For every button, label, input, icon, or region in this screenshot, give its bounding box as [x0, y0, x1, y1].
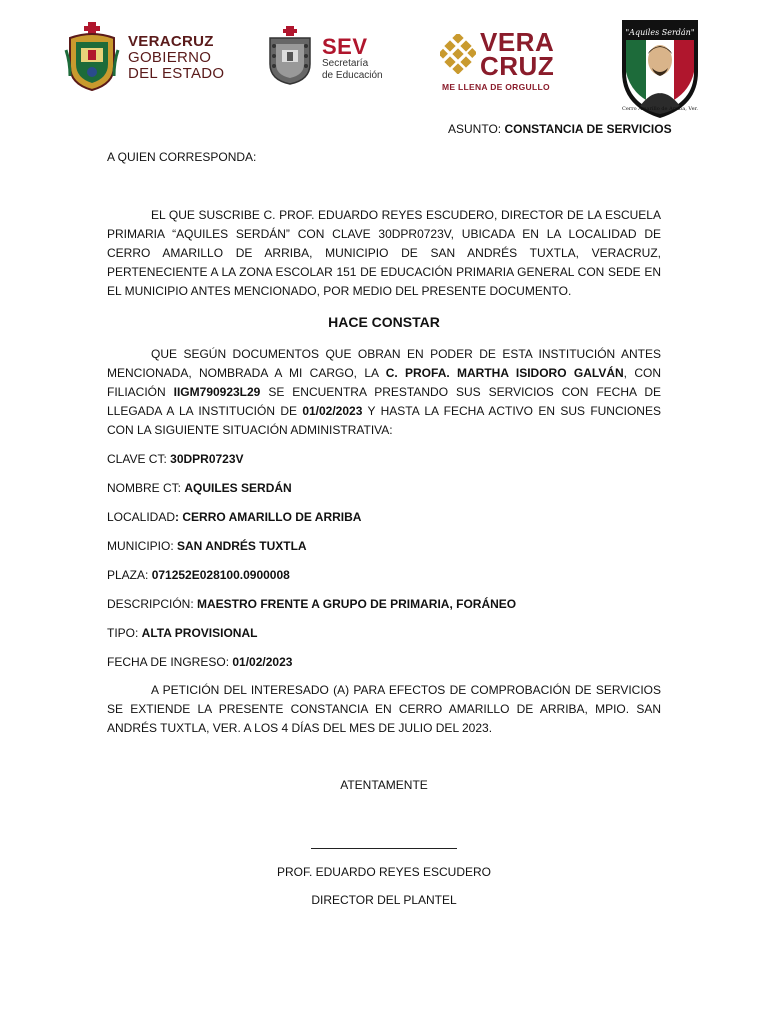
veracruz-knot-icon	[440, 34, 476, 74]
sev-logo	[266, 26, 396, 88]
field-label: TIPO:	[107, 626, 142, 640]
field-value: 071252E028100.0900008	[151, 568, 290, 582]
field-value: 30DPR0723V	[170, 452, 244, 466]
field-label: MUNICIPIO:	[107, 539, 178, 553]
logo-line-2: GOBIERNO	[128, 49, 212, 66]
field-value: ALTA PROVISIONAL	[141, 626, 258, 640]
field-value: SAN ANDRÉS TUXTLA	[177, 539, 307, 553]
constancy-text-3: SE ENCUENTRA PRESTANDO SUS SERVICIOS CON FECHA DE LLEGADA A LA INSTITUCIÓN DE	[107, 385, 661, 418]
veracruz-gobierno-logo	[64, 22, 234, 94]
field-label: NOMBRE CT:	[107, 481, 185, 495]
arrival-date: 01/02/2023	[302, 404, 363, 418]
field-descripcion	[107, 595, 516, 614]
employee-filiation: IIGM790923L29	[173, 385, 261, 399]
field-municipio	[107, 537, 307, 556]
field-tipo	[107, 624, 257, 643]
field-value: MAESTRO FRENTE A GRUPO DE PRIMARIA, FORÁNEO	[197, 597, 517, 611]
sev-wordmark	[322, 36, 383, 82]
field-label: FECHA DE INGRESO:	[107, 655, 233, 669]
veracruz-gobierno-wordmark	[128, 34, 224, 82]
intro-paragraph	[107, 206, 661, 301]
atentamente-label: ATENTAMENTE	[340, 778, 428, 792]
field-value: AQUILES SERDÁN	[184, 481, 292, 495]
signatory-name: PROF. EDUARDO REYES ESCUDERO	[276, 865, 492, 879]
signature-line	[0, 838, 768, 852]
veracruz-brand-logo	[440, 27, 555, 96]
closing-paragraph	[107, 681, 661, 738]
school-emblem-top-text: "Aquiles Serdán"	[625, 28, 695, 37]
veracruz-tagline: ME LLENA DE ORGULLO	[442, 82, 550, 92]
sev-line-2: de Educación	[322, 70, 383, 81]
intro-paragraph-text: EL QUE SUSCRIBE C. PROF. EDUARDO REYES ESCUDERO, DIRECTOR DE LA ESCUELA PRIMARIA “AQUILES SERDÁN” CON CLAVE 30DPR0723V, UBICADA EN LA LOCALIDAD DE CERRO AMARILLO DE ARRIBA, MUNICIPIO DE SAN ANDRÉS TUXTLA, VERACRUZ, PERTENECIENTE A LA ZONA ESCOLAR 151 DE EDUCACIÓN PRIMARIA GENERAL CON SEDE EN EL MUNICIPIO ANTES MENCIONADO, POR MEDIO DEL PRESENTE DOCUMENTO.	[107, 208, 661, 298]
veracruz-wordmark	[480, 27, 555, 81]
subject-label: ASUNTO:	[448, 122, 505, 136]
greeting: A QUIEN CORRESPONDA:	[107, 150, 257, 164]
field-clave-ct	[107, 450, 244, 469]
constancy-text-4: Y HASTA LA FECHA ACTIVO EN SUS FUNCIONES CON LA SIGUIENTE SITUACIÓN ADMINISTRATIVA:	[107, 404, 661, 437]
sev-seal-icon	[266, 26, 314, 86]
cruz-word: CRUZ	[480, 51, 555, 81]
logo-line-1: VERACRUZ	[128, 33, 214, 50]
vera-word: VERA	[480, 27, 555, 57]
field-nombre-ct	[107, 479, 292, 498]
constancy-text-1: QUE SEGÚN DOCUMENTOS QUE OBRAN EN PODER DE ESTA INSTITUCIÓN ANTES MENCIONADA, NOMBRADA A MI CARGO, LA	[107, 347, 661, 380]
field-label: DESCRIPCIÓN:	[107, 597, 198, 611]
field-label: LOCALIDAD	[107, 510, 176, 524]
closing-paragraph-text: A PETICIÓN DEL INTERESADO (A) PARA EFECTOS DE COMPROBACIÓN DE SERVICIOS SE EXTIENDE LA PRESENTE CONSTANCIA EN CERRO AMARILLO DE ARRIBA, MPIO. SAN ANDRÉS TUXTLA, VER. A LOS 4 DÍAS DEL MES DE JULIO DEL 2023.	[107, 683, 661, 735]
field-plaza	[107, 566, 290, 585]
field-value: 01/02/2023	[232, 655, 293, 669]
subject-line	[448, 120, 672, 139]
field-value: : CERRO AMARILLO DE ARRIBA	[175, 510, 362, 524]
school-emblem-ring-text: Cerro Amarillo de Arriba, Ver.	[622, 106, 698, 112]
document-heading: HACE CONSTAR	[328, 314, 440, 330]
field-fecha-ingreso	[107, 653, 292, 672]
constancy-paragraph	[107, 345, 661, 440]
school-emblem-logo	[616, 10, 704, 120]
sev-title: SEV	[322, 34, 368, 59]
state-coat-of-arms-icon	[64, 22, 120, 92]
sev-line-1: Secretaría	[322, 58, 369, 69]
constancy-text-2: , CON FILIACIÓN	[107, 366, 662, 399]
subject-value: CONSTANCIA DE SERVICIOS	[504, 122, 672, 136]
field-label: CLAVE CT:	[107, 452, 171, 466]
signatory-role: DIRECTOR DEL PLANTEL	[311, 893, 457, 907]
field-label: PLAZA:	[107, 568, 152, 582]
logo-line-3: DEL ESTADO	[128, 65, 225, 82]
employee-name: C. PROFA. MARTHA ISIDORO GALVÁN	[385, 366, 624, 380]
field-localidad	[107, 508, 361, 527]
